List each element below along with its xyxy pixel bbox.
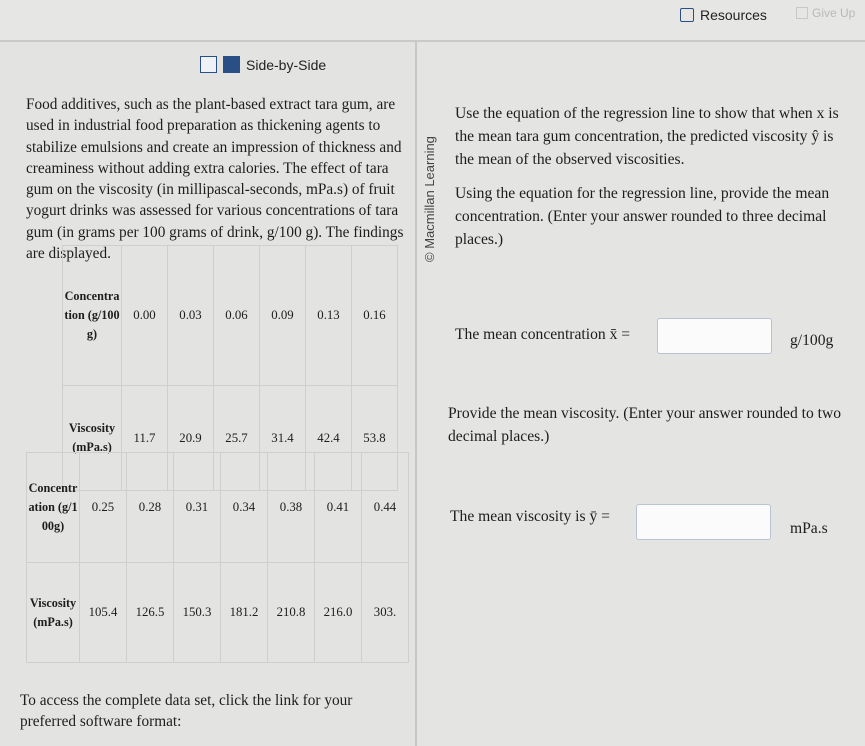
table-row [63,246,398,386]
resources-label: Resources [700,7,767,23]
table-cell: 0.44 [362,453,409,563]
row-header: Concentration (g/100g) [27,453,80,563]
single-view-icon[interactable] [200,56,217,73]
table-cell: 216.0 [315,563,362,663]
table-cell: 20.9 [168,386,214,491]
intro-paragraph: Food additives, such as the plant-based extract tara gum, are used in industrial food preparation as thickening agents to stabilize emulsions and create an impression of thickness and creaminess without adding extra calories. The effect of tara gum on the viscosity (in millipascal-seconds, mPa.s) of fruit yogurt drinks was assessed for various concentrations of tara gum (in grams per 100 grams of drink, g/100 g). The findings are displayed. [26,96,404,263]
row-header: Viscosity (mPa.s) [27,563,80,663]
table-cell: 181.2 [221,563,268,663]
table-cell: 42.4 [306,386,352,491]
give-up-icon [796,7,808,19]
table-cell: 0.25 [80,453,127,563]
mean-viscosity-unit: mPa.s [790,520,828,537]
table-cell: 0.34 [221,453,268,563]
table-cell: 0.16 [352,246,398,386]
top-bar [0,0,865,42]
row-header: Viscosity (mPa.s) [63,386,122,491]
table-cell: 303. [362,563,409,663]
question-mean-concentration: Using the equation for the regression line, provide the mean concentration. (Enter your answer rounded to three decimal places.) [455,185,830,248]
table-cell: 0.06 [214,246,260,386]
table-row [27,563,409,663]
side-by-side-toggle[interactable] [200,56,326,73]
table-cell: 0.28 [127,453,174,563]
table-cell: 53.8 [352,386,398,491]
give-up-label: Give Up [812,6,856,20]
resources-button[interactable] [680,4,767,26]
table-cell: 11.7 [122,386,168,491]
question-mean-viscosity: Provide the mean viscosity. (Enter your answer rounded to two decimal places.) [448,405,842,445]
mean-viscosity-input[interactable] [636,504,771,540]
table-cell: 25.7 [214,386,260,491]
table-row [27,453,409,563]
table-cell: 126.5 [127,563,174,663]
table-cell: 150.3 [174,563,221,663]
mean-concentration-input[interactable] [657,318,772,354]
copyright-credit: © Macmillan Learning [422,136,437,262]
data-table-2 [26,452,409,663]
give-up-button[interactable] [796,6,855,20]
table-cell: 105.4 [80,563,127,663]
question-regression: Use the equation of the regression line to show that when x is the mean tara gum concentration, the predicted viscosity ŷ is the mean of the observed viscosities. [455,105,839,168]
side-by-side-label: Side-by-Side [246,56,327,73]
table-cell: 0.03 [168,246,214,386]
mean-concentration-unit: g/100g [790,332,834,349]
pane-divider[interactable] [415,42,417,746]
access-data-text: To access the complete data set, click the link for your preferred software format: [20,692,353,730]
table-cell: 0.38 [268,453,315,563]
split-view-icon[interactable] [223,56,240,73]
table-cell: 0.13 [306,246,352,386]
table-cell: 210.8 [268,563,315,663]
table-cell: 0.09 [260,246,306,386]
table-cell: 31.4 [260,386,306,491]
row-header: Concentration (g/100g) [63,246,122,386]
mean-concentration-label: The mean concentration x̄ = [455,326,631,343]
resources-icon [680,8,694,22]
mean-viscosity-label: The mean viscosity is ȳ = [450,508,610,525]
table-cell: 0.31 [174,453,221,563]
table-cell: 0.00 [122,246,168,386]
table-cell: 0.41 [315,453,362,563]
